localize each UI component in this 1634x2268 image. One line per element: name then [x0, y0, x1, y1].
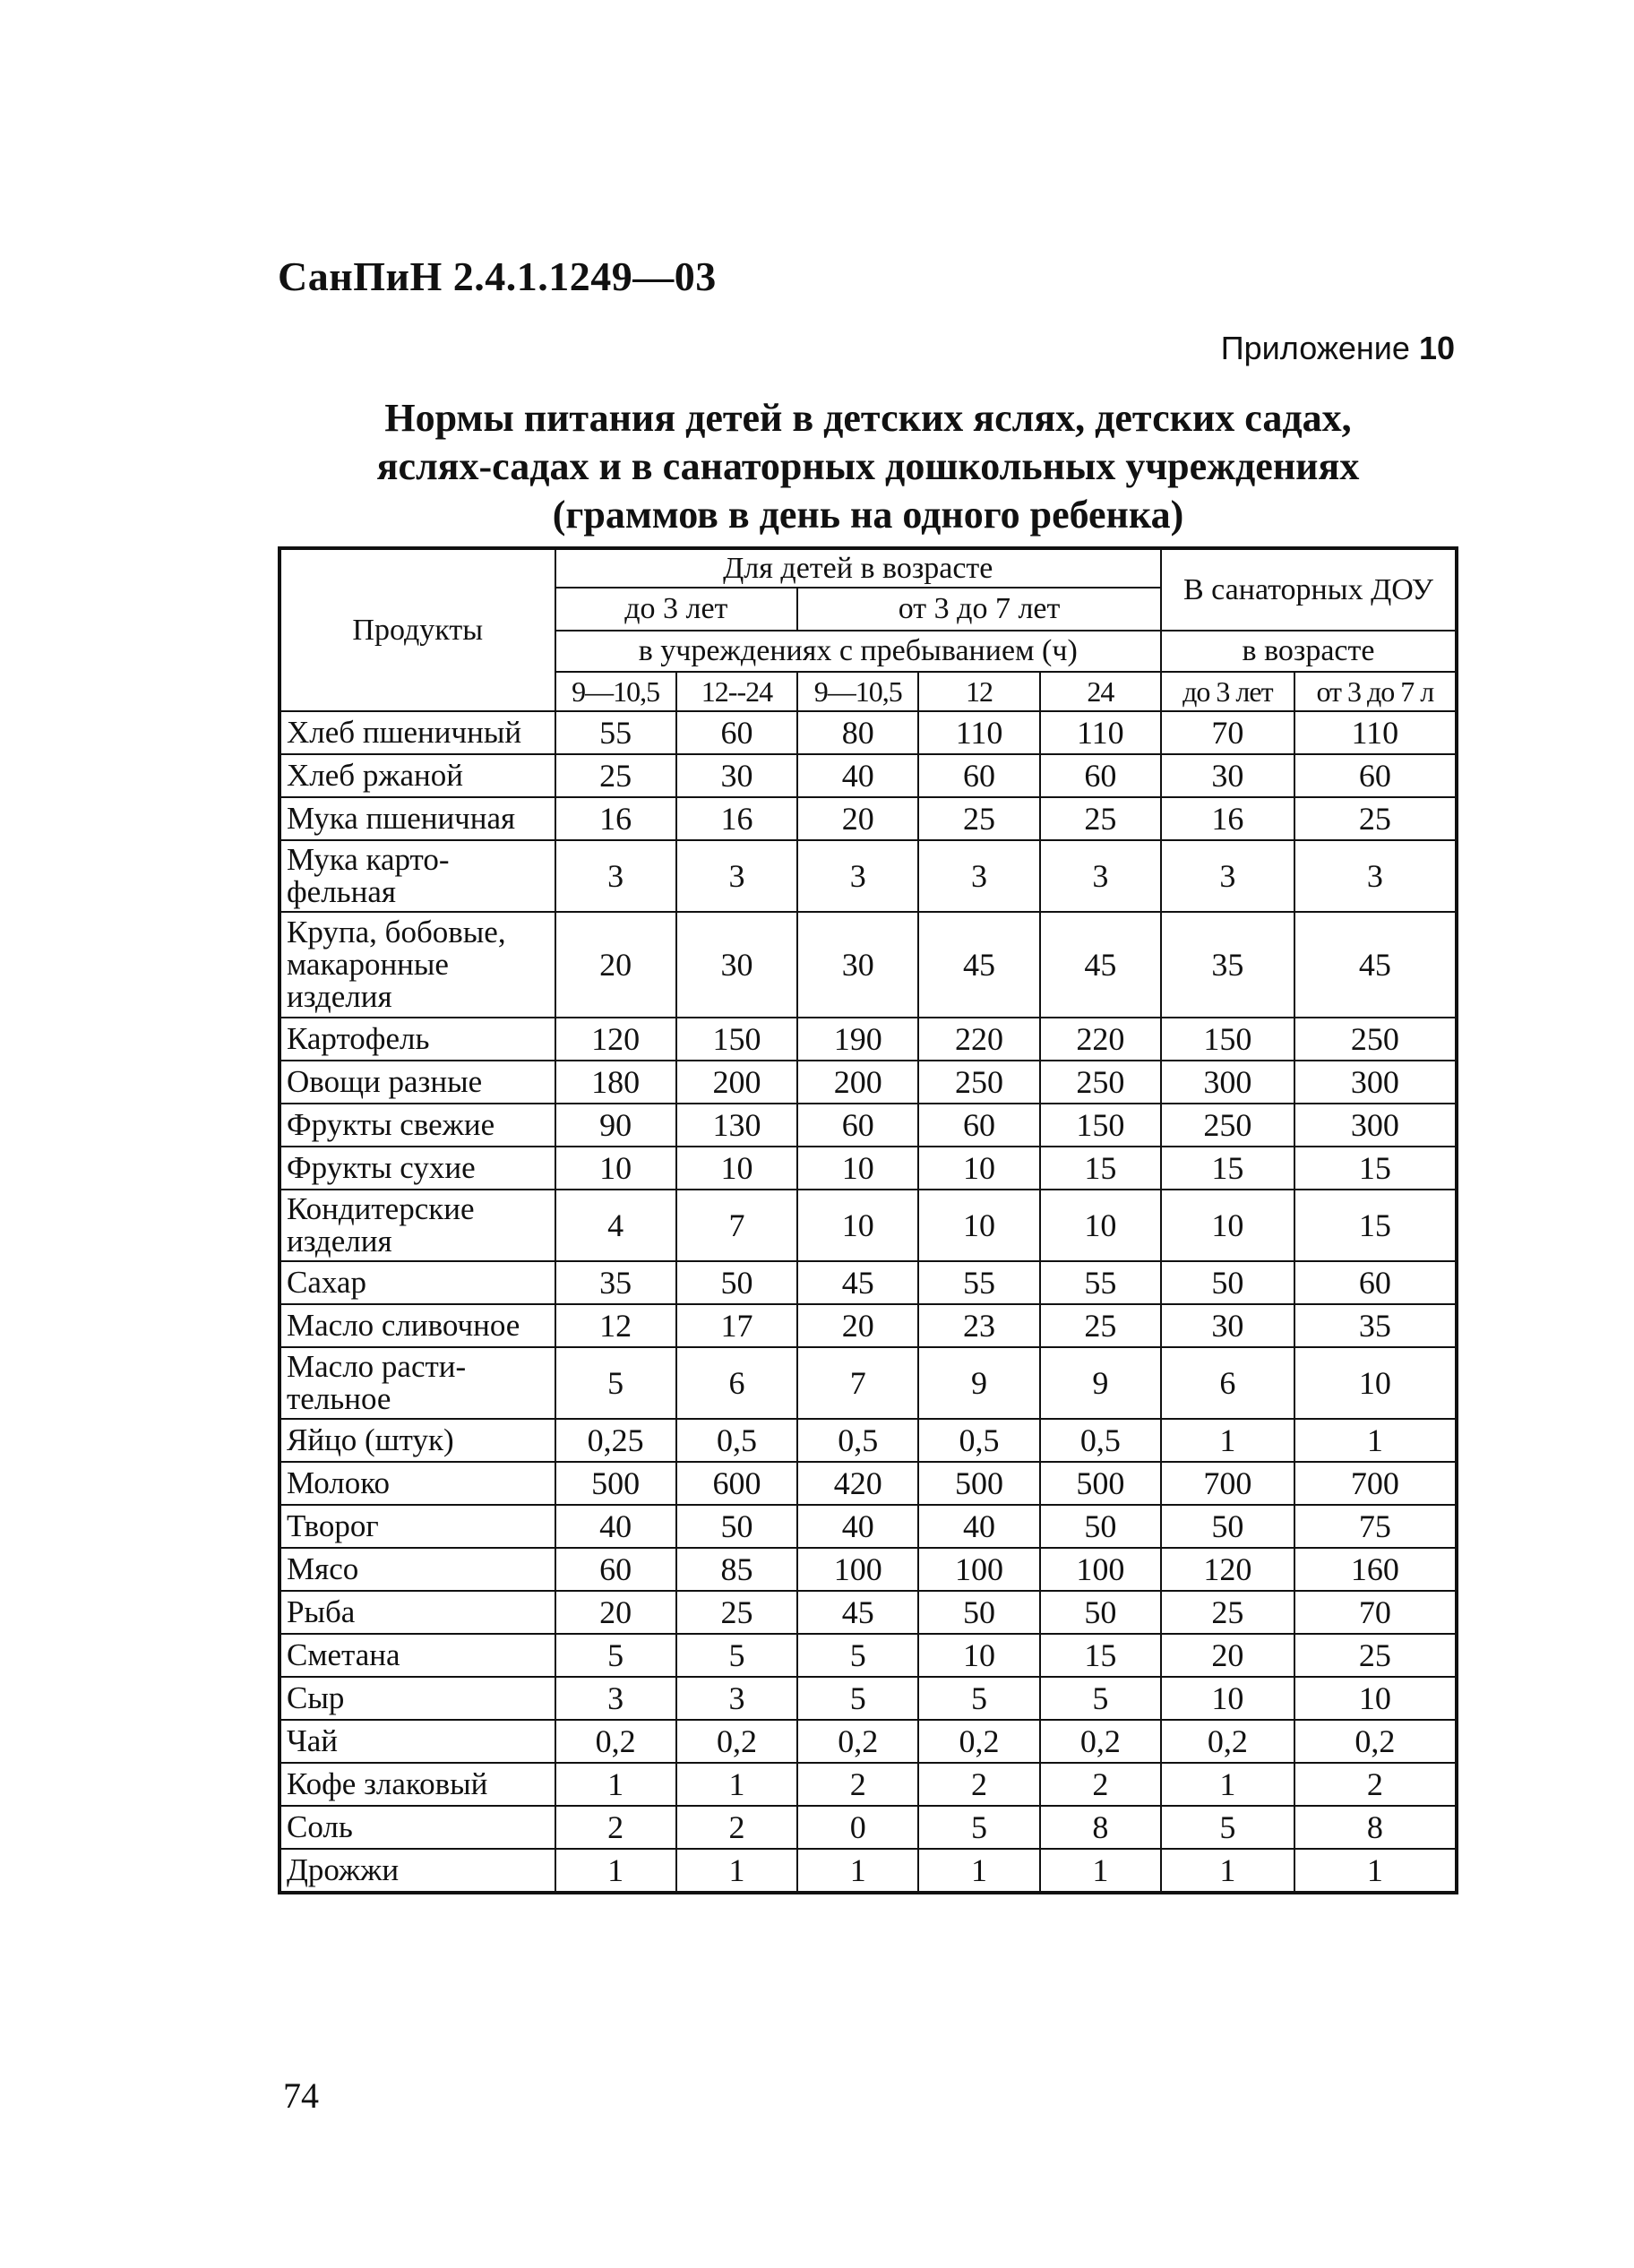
- value-cell: 200: [797, 1061, 918, 1104]
- value-cell: 0,2: [1161, 1720, 1294, 1763]
- value-cell: 3: [797, 840, 918, 912]
- value-cell: 1: [1294, 1419, 1457, 1462]
- value-cell: 25: [918, 797, 1039, 840]
- value-cell: 30: [676, 912, 797, 1018]
- value-cell: 700: [1294, 1462, 1457, 1505]
- appendix-prefix: Приложение: [1220, 330, 1410, 366]
- value-cell: 2: [676, 1806, 797, 1849]
- value-cell: 8: [1040, 1806, 1161, 1849]
- value-cell: 40: [555, 1505, 676, 1548]
- value-cell: 60: [918, 1104, 1039, 1147]
- value-cell: 30: [1161, 754, 1294, 797]
- value-cell: 120: [555, 1018, 676, 1061]
- value-cell: 110: [1040, 711, 1161, 754]
- header-age-group: Для детей в возрасте: [555, 548, 1161, 588]
- value-cell: 1: [1294, 1849, 1457, 1893]
- value-cell: 150: [676, 1018, 797, 1061]
- product-name: Чай: [280, 1720, 555, 1763]
- value-cell: 1: [1040, 1849, 1161, 1893]
- product-name: Сыр: [280, 1677, 555, 1720]
- value-cell: 25: [555, 754, 676, 797]
- value-cell: 25: [1161, 1591, 1294, 1634]
- table-row: [280, 1419, 1457, 1462]
- value-cell: 35: [1294, 1304, 1457, 1347]
- value-cell: 50: [676, 1505, 797, 1548]
- value-cell: 1: [918, 1849, 1039, 1893]
- value-cell: 20: [797, 797, 918, 840]
- table-row: [280, 1190, 1457, 1261]
- value-cell: 3: [918, 840, 1039, 912]
- value-cell: 45: [797, 1261, 918, 1304]
- table-row: [280, 1505, 1457, 1548]
- title-line-1: Нормы питания детей в детских яслях, детских садах,: [384, 396, 1352, 440]
- header-age-3to7: от 3 до 7 лет: [797, 588, 1161, 631]
- value-cell: 40: [797, 1505, 918, 1548]
- value-cell: 420: [797, 1462, 918, 1505]
- value-cell: 5: [918, 1806, 1039, 1849]
- value-cell: 20: [1161, 1634, 1294, 1677]
- value-cell: 250: [918, 1061, 1039, 1104]
- value-cell: 220: [918, 1018, 1039, 1061]
- value-cell: 150: [1161, 1018, 1294, 1061]
- value-cell: 25: [1294, 797, 1457, 840]
- value-cell: 700: [1161, 1462, 1294, 1505]
- header-sanatorium-group: В санаторных ДОУ: [1161, 548, 1457, 631]
- value-cell: 300: [1294, 1061, 1457, 1104]
- value-cell: 9: [918, 1347, 1039, 1419]
- value-cell: 55: [555, 711, 676, 754]
- value-cell: 300: [1294, 1104, 1457, 1147]
- subheader-cell: 9—10,5: [555, 672, 676, 711]
- table-row: [280, 1304, 1457, 1347]
- value-cell: 110: [918, 711, 1039, 754]
- value-cell: 10: [676, 1147, 797, 1190]
- value-cell: 1: [555, 1849, 676, 1893]
- table-body: [280, 711, 1457, 1893]
- product-name: Дрожжи: [280, 1849, 555, 1893]
- value-cell: 30: [1161, 1304, 1294, 1347]
- table-row: [280, 840, 1457, 912]
- value-cell: 23: [918, 1304, 1039, 1347]
- product-name: Мясо: [280, 1548, 555, 1591]
- subheader-cell: 24: [1040, 672, 1161, 711]
- value-cell: 10: [918, 1190, 1039, 1261]
- value-cell: 600: [676, 1462, 797, 1505]
- product-name: Крупа, бобовые, макаронные изделия: [280, 912, 555, 1018]
- product-name: Масло расти-тельное: [280, 1347, 555, 1419]
- value-cell: 90: [555, 1104, 676, 1147]
- value-cell: 0,5: [1040, 1419, 1161, 1462]
- value-cell: 2: [918, 1763, 1039, 1806]
- table-row: [280, 1261, 1457, 1304]
- value-cell: 100: [918, 1548, 1039, 1591]
- value-cell: 70: [1161, 711, 1294, 754]
- value-cell: 5: [555, 1634, 676, 1677]
- value-cell: 250: [1294, 1018, 1457, 1061]
- value-cell: 30: [797, 912, 918, 1018]
- value-cell: 40: [797, 754, 918, 797]
- value-cell: 190: [797, 1018, 918, 1061]
- product-name: Фрукты сухие: [280, 1147, 555, 1190]
- subheader-cell: 12: [918, 672, 1039, 711]
- value-cell: 25: [676, 1591, 797, 1634]
- table-row: [280, 1849, 1457, 1893]
- table-row: [280, 1634, 1457, 1677]
- value-cell: 5: [1161, 1806, 1294, 1849]
- appendix-label: [1221, 330, 1455, 367]
- product-name: Кофе злаковый: [280, 1763, 555, 1806]
- value-cell: 0: [797, 1806, 918, 1849]
- value-cell: 160: [1294, 1548, 1457, 1591]
- value-cell: 1: [797, 1849, 918, 1893]
- value-cell: 2: [1040, 1763, 1161, 1806]
- value-cell: 6: [676, 1347, 797, 1419]
- value-cell: 3: [1040, 840, 1161, 912]
- value-cell: 50: [1040, 1505, 1161, 1548]
- value-cell: 55: [1040, 1261, 1161, 1304]
- value-cell: 0,5: [676, 1419, 797, 1462]
- value-cell: 3: [676, 1677, 797, 1720]
- table-row: [280, 1061, 1457, 1104]
- value-cell: 120: [1161, 1548, 1294, 1591]
- table-row: [280, 1720, 1457, 1763]
- table-row: [280, 1147, 1457, 1190]
- product-name: Сахар: [280, 1261, 555, 1304]
- product-name: Яйцо (штук): [280, 1419, 555, 1462]
- value-cell: 16: [1161, 797, 1294, 840]
- value-cell: 7: [676, 1190, 797, 1261]
- value-cell: 3: [676, 840, 797, 912]
- value-cell: 150: [1040, 1104, 1161, 1147]
- value-cell: 35: [1161, 912, 1294, 1018]
- table-row: [280, 1018, 1457, 1061]
- subheader-cell: от 3 до 7 л: [1294, 672, 1457, 711]
- value-cell: 50: [676, 1261, 797, 1304]
- value-cell: 10: [1161, 1677, 1294, 1720]
- value-cell: 0,25: [555, 1419, 676, 1462]
- value-cell: 250: [1161, 1104, 1294, 1147]
- value-cell: 500: [918, 1462, 1039, 1505]
- product-name: Молоко: [280, 1462, 555, 1505]
- value-cell: 45: [1040, 912, 1161, 1018]
- value-cell: 15: [1040, 1147, 1161, 1190]
- value-cell: 60: [918, 754, 1039, 797]
- value-cell: 0,5: [797, 1419, 918, 1462]
- subheader-cell: до 3 лет: [1161, 672, 1294, 711]
- product-name: Сметана: [280, 1634, 555, 1677]
- value-cell: 10: [555, 1147, 676, 1190]
- value-cell: 0,2: [555, 1720, 676, 1763]
- header-products: Продукты: [280, 548, 555, 711]
- product-name: Мука карто-фельная: [280, 840, 555, 912]
- value-cell: 10: [1040, 1190, 1161, 1261]
- value-cell: 25: [1294, 1634, 1457, 1677]
- value-cell: 15: [1161, 1147, 1294, 1190]
- table-row: [280, 1347, 1457, 1419]
- product-name: Картофель: [280, 1018, 555, 1061]
- value-cell: 9: [1040, 1347, 1161, 1419]
- value-cell: 0,2: [918, 1720, 1039, 1763]
- value-cell: 30: [676, 754, 797, 797]
- value-cell: 50: [918, 1591, 1039, 1634]
- value-cell: 180: [555, 1061, 676, 1104]
- table-row: [280, 1806, 1457, 1849]
- value-cell: 20: [555, 912, 676, 1018]
- product-name: Мука пшеничная: [280, 797, 555, 840]
- value-cell: 7: [797, 1347, 918, 1419]
- product-name: Рыба: [280, 1591, 555, 1634]
- value-cell: 12: [555, 1304, 676, 1347]
- table-row: [280, 1104, 1457, 1147]
- value-cell: 15: [1294, 1147, 1457, 1190]
- value-cell: 60: [797, 1104, 918, 1147]
- title-line-3: (граммов в день на одного ребенка): [552, 493, 1184, 537]
- value-cell: 40: [918, 1505, 1039, 1548]
- value-cell: 45: [797, 1591, 918, 1634]
- value-cell: 50: [1040, 1591, 1161, 1634]
- value-cell: 5: [555, 1347, 676, 1419]
- table-row: [280, 1591, 1457, 1634]
- value-cell: 60: [1294, 1261, 1457, 1304]
- value-cell: 100: [797, 1548, 918, 1591]
- product-name: Фрукты свежие: [280, 1104, 555, 1147]
- value-cell: 10: [1294, 1347, 1457, 1419]
- value-cell: 15: [1040, 1634, 1161, 1677]
- value-cell: 0,2: [797, 1720, 918, 1763]
- value-cell: 45: [1294, 912, 1457, 1018]
- appendix-number: 10: [1418, 330, 1455, 366]
- value-cell: 4: [555, 1190, 676, 1261]
- value-cell: 300: [1161, 1061, 1294, 1104]
- value-cell: 3: [555, 840, 676, 912]
- value-cell: 16: [676, 797, 797, 840]
- value-cell: 220: [1040, 1018, 1161, 1061]
- document-code: СанПиН 2.4.1.1249—03: [278, 253, 717, 299]
- subheader-cell: 12--24: [676, 672, 797, 711]
- value-cell: 70: [1294, 1591, 1457, 1634]
- value-cell: 3: [555, 1677, 676, 1720]
- value-cell: 10: [1294, 1677, 1457, 1720]
- table-row: [280, 711, 1457, 754]
- value-cell: 10: [1161, 1190, 1294, 1261]
- value-cell: 17: [676, 1304, 797, 1347]
- subheader-cell: 9—10,5: [797, 672, 918, 711]
- value-cell: 50: [1161, 1261, 1294, 1304]
- value-cell: 250: [1040, 1061, 1161, 1104]
- product-name: Хлеб ржаной: [280, 754, 555, 797]
- value-cell: 35: [555, 1261, 676, 1304]
- value-cell: 110: [1294, 711, 1457, 754]
- value-cell: 3: [1294, 840, 1457, 912]
- value-cell: 500: [1040, 1462, 1161, 1505]
- product-name: Хлеб пшеничный: [280, 711, 555, 754]
- value-cell: 25: [1040, 1304, 1161, 1347]
- title-line-2: яслях-садах и в санаторных дошкольных учреждениях: [376, 444, 1360, 488]
- product-name: Соль: [280, 1806, 555, 1849]
- value-cell: 5: [797, 1634, 918, 1677]
- value-cell: 2: [555, 1806, 676, 1849]
- product-name: Овощи разные: [280, 1061, 555, 1104]
- value-cell: 45: [918, 912, 1039, 1018]
- value-cell: 80: [797, 711, 918, 754]
- value-cell: 5: [797, 1677, 918, 1720]
- value-cell: 75: [1294, 1505, 1457, 1548]
- table-row: [280, 1763, 1457, 1806]
- header-age-label: в возрасте: [1161, 631, 1457, 672]
- value-cell: 10: [918, 1147, 1039, 1190]
- value-cell: 1: [555, 1763, 676, 1806]
- value-cell: 60: [1294, 754, 1457, 797]
- value-cell: 55: [918, 1261, 1039, 1304]
- value-cell: 60: [1040, 754, 1161, 797]
- product-name: Масло сливочное: [280, 1304, 555, 1347]
- value-cell: 0,2: [1040, 1720, 1161, 1763]
- header-stay-duration: в учреждениях с пребыванием (ч): [555, 631, 1161, 672]
- value-cell: 1: [1161, 1419, 1294, 1462]
- value-cell: 5: [1040, 1677, 1161, 1720]
- value-cell: 16: [555, 797, 676, 840]
- product-name: Кондитерские изделия: [280, 1190, 555, 1261]
- table-row: [280, 1548, 1457, 1591]
- value-cell: 0,2: [1294, 1720, 1457, 1763]
- header-age-under3: до 3 лет: [555, 588, 798, 631]
- value-cell: 60: [555, 1548, 676, 1591]
- table-row: [280, 1677, 1457, 1720]
- value-cell: 1: [1161, 1849, 1294, 1893]
- value-cell: 20: [797, 1304, 918, 1347]
- value-cell: 6: [1161, 1347, 1294, 1419]
- value-cell: 8: [1294, 1806, 1457, 1849]
- table-row: [280, 912, 1457, 1018]
- value-cell: 60: [676, 711, 797, 754]
- value-cell: 0,2: [676, 1720, 797, 1763]
- value-cell: 20: [555, 1591, 676, 1634]
- value-cell: 2: [797, 1763, 918, 1806]
- value-cell: 2: [1294, 1763, 1457, 1806]
- value-cell: 3: [1161, 840, 1294, 912]
- value-cell: 15: [1294, 1190, 1457, 1261]
- value-cell: 130: [676, 1104, 797, 1147]
- value-cell: 85: [676, 1548, 797, 1591]
- table-row: [280, 1462, 1457, 1505]
- value-cell: 10: [918, 1634, 1039, 1677]
- product-name: Творог: [280, 1505, 555, 1548]
- page-number: 74: [283, 2075, 319, 2116]
- value-cell: 1: [676, 1763, 797, 1806]
- value-cell: 5: [918, 1677, 1039, 1720]
- value-cell: 200: [676, 1061, 797, 1104]
- value-cell: 10: [797, 1190, 918, 1261]
- value-cell: 0,5: [918, 1419, 1039, 1462]
- value-cell: 5: [676, 1634, 797, 1677]
- value-cell: 100: [1040, 1548, 1161, 1591]
- table-row: [280, 797, 1457, 840]
- page-title: [278, 394, 1458, 539]
- value-cell: 25: [1040, 797, 1161, 840]
- value-cell: 1: [1161, 1763, 1294, 1806]
- value-cell: 10: [797, 1147, 918, 1190]
- nutrition-norms-table: [278, 546, 1458, 1894]
- value-cell: 50: [1161, 1505, 1294, 1548]
- value-cell: 500: [555, 1462, 676, 1505]
- value-cell: 1: [676, 1849, 797, 1893]
- table-row: [280, 754, 1457, 797]
